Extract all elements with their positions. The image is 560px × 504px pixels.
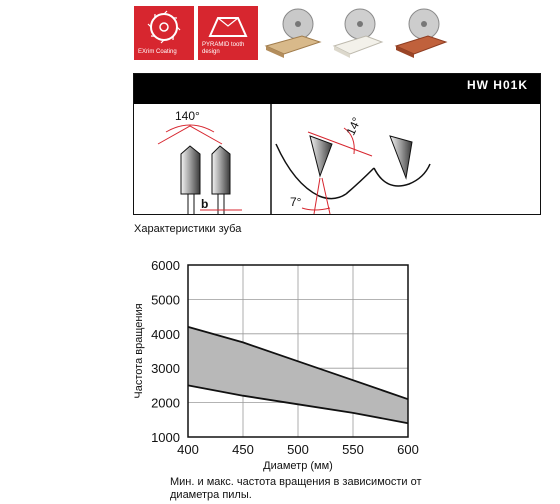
tooth-code: HW H01K	[466, 78, 528, 92]
pyramid-label-line2: design	[202, 49, 220, 55]
width-label: b	[201, 197, 209, 211]
y-axis-label: Частота вращения	[133, 303, 145, 399]
x-tick-label: 550	[342, 442, 364, 457]
angle-bottom-label: 7°	[290, 195, 302, 209]
y-tick-label: 1000	[151, 430, 180, 445]
blade-brick-thumbnail	[390, 6, 450, 60]
blade-plastic-thumbnail	[326, 6, 386, 60]
rpm-chart	[130, 255, 430, 477]
pyramid-label	[202, 42, 244, 56]
tooth-front-view	[158, 125, 242, 214]
pyramid-tooth-badge	[198, 6, 258, 60]
blade-wood-thumbnail	[262, 6, 322, 60]
x-tick-label: 600	[397, 442, 419, 457]
y-tick-labels	[151, 258, 180, 445]
x-tick-label: 450	[232, 442, 254, 457]
angle-top-label: 140°	[175, 109, 200, 123]
x-tick-labels	[177, 442, 419, 457]
y-tick-label: 5000	[151, 292, 180, 308]
exrim-coating-badge	[134, 6, 194, 60]
y-tick-label: 2000	[151, 395, 180, 411]
x-tick-label: 500	[287, 442, 309, 457]
y-tick-label: 4000	[151, 326, 180, 342]
tooth-diagram	[134, 74, 540, 214]
x-axis-label: Диаметр (мм)	[263, 460, 333, 472]
tooth-geometry-panel	[133, 73, 541, 215]
x-tick-label: 400	[177, 442, 199, 457]
coating-label: EXrim Coating	[138, 49, 177, 55]
pyramid-label-line1: PYRAMID tooth	[202, 42, 245, 48]
angle-right-label: 14°	[343, 115, 364, 138]
chart-caption: Мин. и макс. частота вращения в зависимости от диаметра пилы.	[170, 476, 422, 501]
y-tick-label: 6000	[151, 258, 180, 273]
y-tick-label: 3000	[151, 361, 180, 377]
tooth-caption: Характеристики зуба	[134, 223, 242, 235]
